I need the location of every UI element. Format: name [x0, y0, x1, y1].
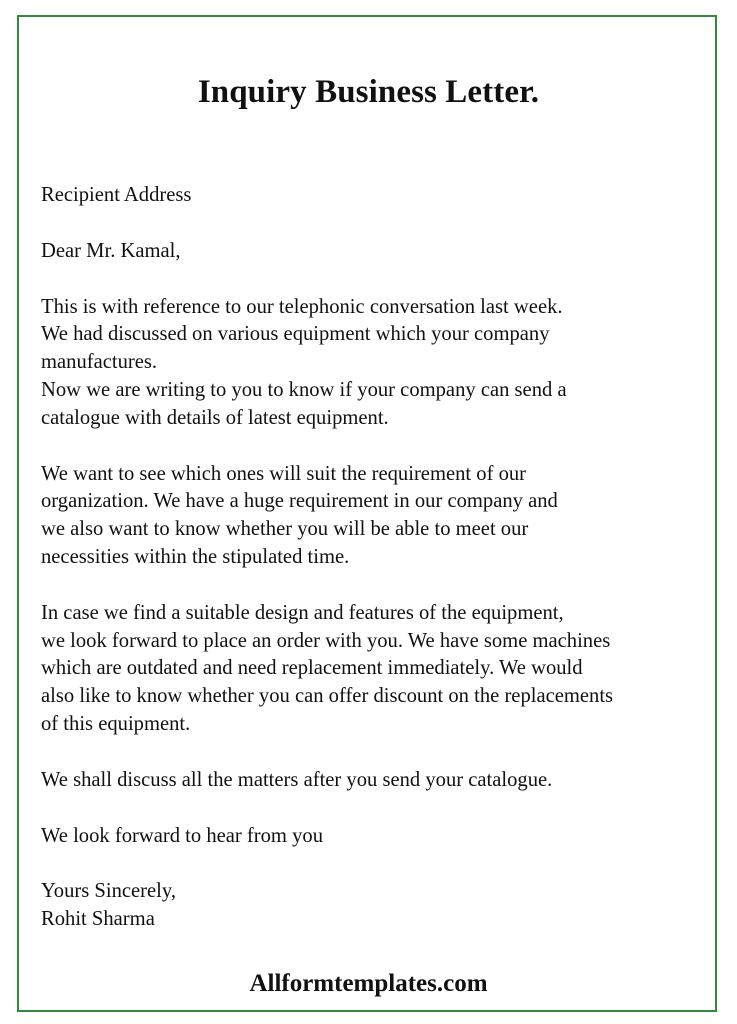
- paragraph-line: we look forward to place an order with you. We have some machines: [41, 629, 611, 652]
- salutation-block: [41, 238, 711, 266]
- paragraph-line: Now we are writing to you to know if your company can send a: [41, 378, 567, 401]
- paragraph-3: [41, 600, 711, 739]
- salutation: Dear Mr. Kamal,: [41, 239, 181, 262]
- closing: Yours Sincerely,: [41, 880, 177, 903]
- paragraph-line: manufactures.: [41, 351, 158, 374]
- paragraph-line: which are outdated and need replacement immediately. We would: [41, 657, 583, 680]
- recipient-address: Recipient Address: [41, 184, 192, 206]
- paragraph-line: catalogue with details of latest equipment.: [41, 406, 389, 429]
- paragraph-line: we also want to know whether you will be able to meet our: [41, 518, 529, 541]
- paragraph-line: of this equipment.: [41, 712, 191, 735]
- letter-title: Inquiry Business Letter.: [197, 74, 540, 110]
- sign-off-block: [41, 878, 711, 934]
- paragraph-2: [41, 461, 711, 572]
- paragraph-line: also like to know whether you can offer discount on the replacements: [41, 685, 614, 708]
- paragraph-line: We want to see which ones will suit the requirement of our: [41, 462, 527, 485]
- signature-name: Rohit Sharma: [41, 908, 155, 931]
- recipient-block: [41, 182, 711, 210]
- letter-body: [41, 182, 711, 934]
- paragraph-line: We look forward to hear from you: [41, 824, 323, 847]
- paragraph-line: organization. We have a huge requirement in our company and: [41, 490, 558, 513]
- paragraph-1: [41, 294, 711, 433]
- paragraph-line: We shall discuss all the matters after you send your catalogue.: [41, 768, 553, 791]
- paragraph-line: This is with reference to our telephonic conversation last week.: [41, 295, 563, 318]
- paragraph-4: [41, 767, 711, 795]
- paragraph-line: necessities within the stipulated time.: [41, 545, 350, 568]
- footer-website: Allformtemplates.com: [249, 970, 488, 997]
- paragraph-5: [41, 823, 711, 851]
- paragraph-line: We had discussed on various equipment which your company: [41, 323, 550, 346]
- paragraph-line: In case we find a suitable design and features of the equipment,: [41, 601, 564, 624]
